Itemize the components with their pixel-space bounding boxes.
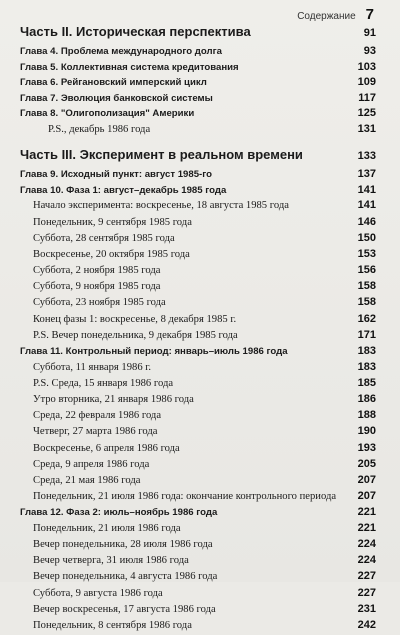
toc-page-number: 153	[357, 247, 376, 260]
toc-section-title: P.S. Среда, 15 января 1986 года	[33, 377, 174, 389]
toc-page-number: 185	[357, 376, 376, 389]
toc-page-number: 205	[357, 457, 376, 470]
toc-section-title: Понедельник, 8 сентября 1986 года	[33, 620, 192, 632]
toc-chapter-title: Глава 9. Исходный пункт: август 1985-го	[20, 169, 212, 181]
toc-page-number: 231	[357, 602, 376, 615]
toc-chapter-title: Глава 10. Фаза 1: август–декабрь 1985 года	[20, 184, 227, 196]
toc-page-number: 150	[357, 231, 376, 244]
toc-section-title: Суббота, 9 августа 1986 года	[33, 587, 163, 599]
toc-section-title: Понедельник, 21 июля 1986 года	[33, 522, 181, 534]
toc-section-title: Конец фазы 1: воскресенье, 8 декабря 1985 г.	[33, 313, 237, 325]
toc-section	[20, 232, 376, 248]
toc-section	[20, 490, 376, 506]
toc-page-number: 171	[357, 328, 376, 341]
toc-section	[20, 554, 376, 570]
toc-page-number: 242	[357, 619, 376, 632]
toc-page-number: 190	[357, 425, 376, 438]
toc-page-number: 207	[357, 473, 376, 486]
toc-section-title: Суббота, 2 ноября 1985 года	[33, 265, 161, 277]
toc-chapter-title: Глава 5. Коллективная система кредитования	[20, 61, 239, 73]
toc-chapter-8	[20, 107, 376, 123]
toc-section-title: Понедельник, 9 сентября 1985 года	[33, 216, 192, 228]
toc-section-title: Утро вторника, 21 января 1986 года	[33, 394, 194, 405]
toc-page-number: 91	[363, 27, 376, 39]
toc-section-title: Вечер воскресенья, 17 августа 1986 года	[33, 603, 216, 615]
toc-chapter-title: Глава 11. Контрольный период: январь–июль 1986 года	[20, 346, 288, 358]
toc-section-title: Среда, 9 апреля 1986 года	[33, 458, 150, 470]
page-header	[297, 6, 374, 23]
toc-section	[20, 264, 376, 280]
toc-section-title: Понедельник, 21 июля 1986 года: окончание контрольного периода	[33, 491, 337, 503]
toc-section-title: Четверг, 27 марта 1986 года	[33, 426, 158, 438]
toc-page-number: 141	[357, 199, 376, 212]
toc-section	[20, 522, 376, 538]
toc-part-2	[20, 24, 376, 45]
toc-section-title: Вечер четверга, 31 июля 1986 года	[33, 555, 189, 567]
toc-section	[20, 199, 376, 215]
toc-page-number: 158	[357, 280, 376, 293]
toc-section-title: Начало эксперимента: воскресенье, 18 августа 1985 года	[33, 200, 289, 212]
toc-page-number: 183	[357, 345, 376, 358]
toc-chapter-11	[20, 345, 376, 361]
toc-section	[20, 425, 376, 441]
toc-page-number: 188	[357, 409, 376, 422]
toc-chapter-title: Глава 6. Рейгановский имперский цикл	[20, 77, 207, 89]
toc-section	[20, 570, 376, 586]
toc-section	[20, 280, 376, 296]
toc-chapter-5	[20, 61, 376, 77]
toc-section-title: Суббота, 23 ноября 1985 года	[33, 297, 166, 309]
toc-section-title: Вечер понедельника, 4 августа 1986 года	[33, 571, 218, 583]
toc-chapter-title: Глава 7. Эволюция банковской системы	[20, 92, 213, 104]
toc-page-number: 109	[357, 76, 376, 89]
toc-section	[20, 216, 376, 232]
toc-section-title: Суббота, 28 сентября 1985 года	[33, 232, 175, 244]
toc-page-number: 93	[363, 45, 376, 57]
toc-section	[20, 123, 376, 139]
toc-section	[20, 296, 376, 312]
toc-page-number: 221	[357, 521, 376, 534]
toc-section	[20, 603, 376, 619]
toc-section	[20, 377, 376, 393]
toc-chapter-12	[20, 506, 376, 522]
toc-page-number: 158	[357, 296, 376, 309]
toc-page-number: 162	[357, 312, 376, 325]
toc-page-number: 193	[357, 441, 376, 454]
toc-chapter-6	[20, 76, 376, 92]
running-title: Содержание	[297, 11, 356, 22]
toc-section	[20, 409, 376, 425]
toc-section-title: Среда, 22 февраля 1986 года	[33, 410, 162, 422]
toc-part-title: Часть II. Историческая перспектива	[20, 24, 251, 39]
toc-section-title: P.S. Вечер понедельника, 9 декабря 1985 года	[33, 329, 238, 341]
toc-section-title: Суббота, 11 января 1986 г.	[33, 361, 152, 373]
toc-chapter-9	[20, 168, 376, 184]
toc-page-number: 131	[357, 122, 376, 135]
toc-page-number: 224	[357, 538, 376, 551]
toc-page-number: 227	[357, 570, 376, 583]
toc-section-title: Воскресенье, 20 октября 1985 года	[33, 248, 190, 260]
toc-section	[20, 538, 376, 554]
toc-section	[20, 393, 376, 409]
toc-part-title: Часть III. Эксперимент в реальном времени	[20, 147, 303, 163]
toc-section	[20, 313, 376, 329]
toc-section	[20, 474, 376, 490]
toc-section	[20, 587, 376, 603]
toc-part-3	[20, 147, 376, 168]
toc-page-number: 133	[357, 150, 376, 163]
toc-page-number: 125	[357, 107, 376, 120]
toc-section-title: P.S., декабрь 1986 года	[48, 123, 151, 135]
toc-page-number: 156	[357, 264, 376, 277]
toc-chapter-title: Глава 8. "Олигополизация" Америки	[20, 108, 195, 120]
toc-page-number: 137	[357, 168, 376, 181]
toc-section	[20, 329, 376, 345]
toc-chapter-title: Глава 4. Проблема международного долга	[20, 46, 222, 57]
toc-section	[20, 619, 376, 635]
toc-chapter-title: Глава 12. Фаза 2: июль–ноябрь 1986 года	[20, 507, 218, 519]
toc-section-title: Воскресенье, 6 апреля 1986 года	[33, 442, 180, 454]
toc-page-number: 117	[358, 91, 376, 104]
toc-page-number: 221	[357, 506, 376, 519]
toc-chapter-10	[20, 184, 376, 200]
toc-section	[20, 458, 376, 474]
toc-page-number: 186	[357, 393, 376, 405]
toc-page-number: 103	[357, 60, 376, 73]
toc-page-number: 227	[357, 586, 376, 599]
toc-section-title: Суббота, 9 ноября 1985 года	[33, 281, 161, 293]
toc-section-title: Вечер понедельника, 28 июля 1986 года	[33, 539, 213, 551]
toc-page-number: 146	[357, 215, 376, 228]
toc-section	[20, 248, 376, 264]
toc-section	[20, 361, 376, 377]
toc-section	[20, 442, 376, 458]
toc-section-title: Среда, 21 мая 1986 года	[33, 474, 141, 486]
toc-chapter-7	[20, 92, 376, 108]
toc-page-number: 183	[357, 360, 376, 373]
table-of-contents	[20, 22, 376, 635]
toc-page-number: 207	[357, 490, 376, 503]
toc-chapter-4	[20, 45, 376, 61]
page-number: 7	[365, 6, 374, 23]
toc-page-number: 224	[357, 554, 376, 567]
toc-page-number: 141	[357, 183, 376, 196]
